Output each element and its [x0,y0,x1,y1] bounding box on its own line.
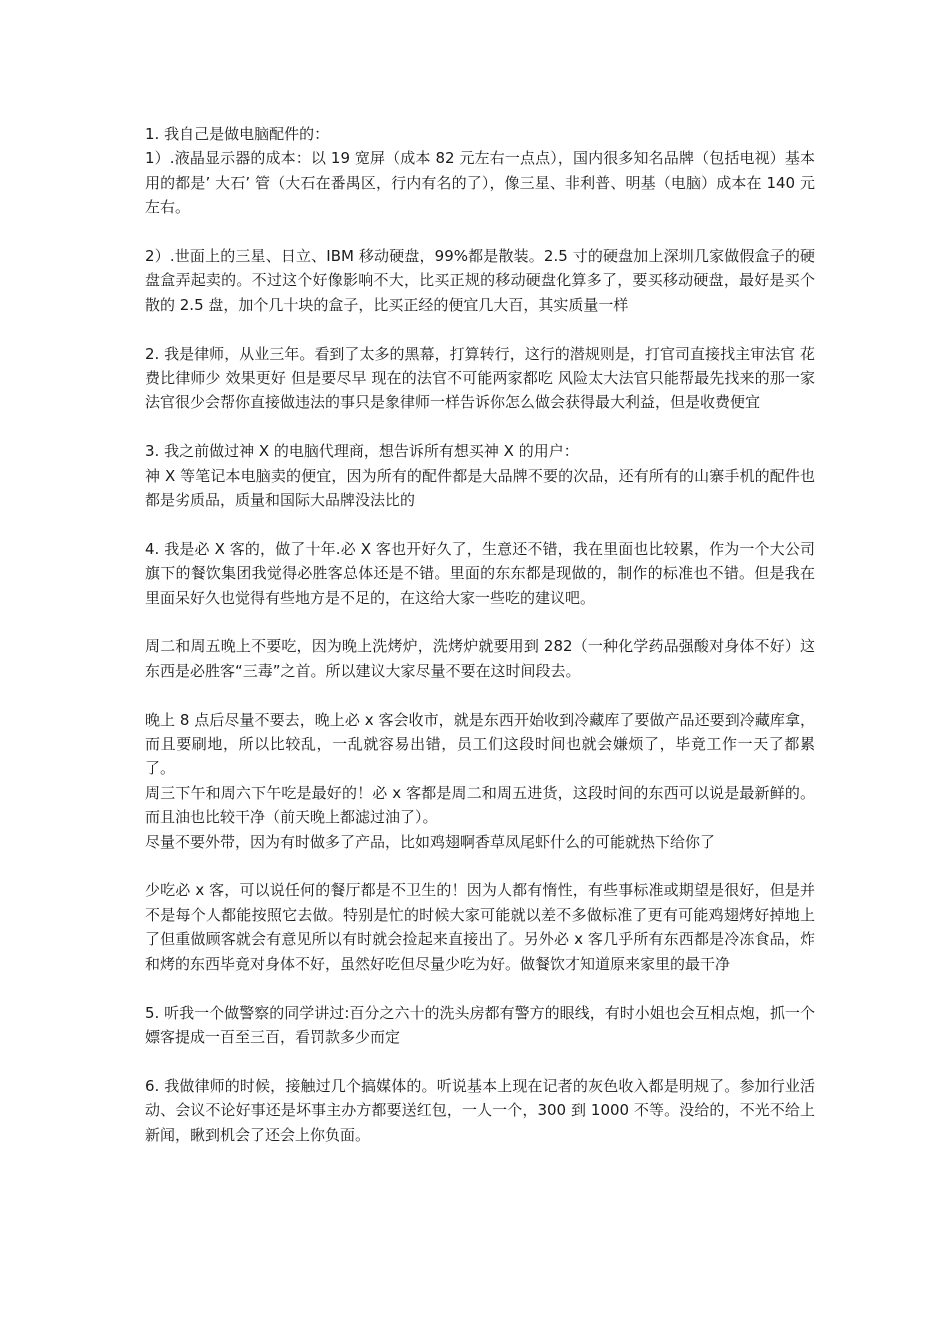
paragraph-1-item-2: 2）.世面上的三星、日立、IBM 移动硬盘，99%都是散装。2.5 寸的硬盘加上深圳几家做假盒子的硬盘盒弄起卖的。不过这个好像影响不大，比买正规的移动硬盘化算多了，要买移动硬盘，最好是买个散的 2.5 盘，加个几十块的盒子，比买正经的便宜几大百，其实质量一样 [145,247,815,314]
paragraph-4-tip-5: 少吃必 x 客，可以说任何的餐厅都是不卫生的！因为人都有惰性，有些事标准或期望是很好，但是并不是每个人都能按照它去做。特别是忙的时候大家可能就以差不多做标准了更有可能鸡翅烤好掉地上了但重做顾客就会有意见所以有时就会捡起来直接出了。另外必 x 客几乎所有东西都是冷冻食品，炸和烤的东西毕竟对身体不好，虽然好吃但尽量少吃为好。做餐饮才知道原来家里的最干净 [145,881,815,973]
paragraph-4-intro: 4. 我是必 X 客的，做了十年.必 X 客也开好久了，生意还不错，我在里面也比较累，作为一个大公司旗下的餐饮集团我觉得必胜客总体还是不错。里面的东东都是现做的，制作的标准也不错。但是我在里面呆好久也觉得有些地方是不足的，在这给大家一些吃的建议吧。 [145,539,815,607]
paragraph-gap [145,610,815,634]
paragraph-3-body: 神 X 等笔记本电脑卖的便宜，因为所有的配件都是大品牌不要的次品，还有所有的山寨手机的配件也都是劣质品，质量和国际大品牌没法比的 [145,466,815,510]
paragraph-1-item-1: 1）.液晶显示器的成本：以 19 宽屏（成本 82 元左右一点点），国内很多知名品牌（包括电视）基本用的都是’ 大石’ 管（大石在番禺区，行内有名的了），像三星、非利普、明基（电脑）成本在 140 元左右。 [145,149,815,217]
paragraph-5: 5. 听我一个做警察的同学讲过:百分之六十的洗头房都有警方的眼线，有时小姐也会互相点炮，抓一个嫖客提成一百至三百，看罚款多少而定 [145,1003,815,1046]
paragraph-6: 6. 我做律师的时候，接触过几个搞媒体的。听说基本上现在记者的灰色收入都是明规了。参加行业活动、会议不论好事还是坏事主办方都要送红包，一人一个，300 到 1000 不等。没给的，不光不给上新闻，瞅到机会了还会上你负面。 [145,1076,815,1144]
document-body [145,122,815,1147]
paragraph-gap [145,415,815,439]
paragraph-4-tip-4: 尽量不要外带，因为有时做多了产品，比如鸡翅啊香草凤尾虾什么的可能就热下给你了 [145,832,716,851]
paragraph-2: 2. 我是律师，从业三年。看到了太多的黑幕，打算转行，这行的潜规则是，打官司直接找主审法官 花费比律师少 效果更好 但是要尽早 现在的法官不可能两家都吃 风险太大法官只能帮最先找来的那一家 法官很少会帮你直接做违法的事只是象律师一样告诉你怎么做会获得最大利益，但是收费便宜 [145,344,815,412]
paragraph-gap [145,220,815,244]
paragraph-3-heading: 3. 我之前做过神 X 的电脑代理商，想告诉所有想买神 X 的用户： [145,442,579,461]
paragraph-4-tip-2: 晚上 8 点后尽量不要去，晚上必 x 客会收市，就是东西开始收到冷藏库了要做产品还要到冷藏库拿，而且要刷地，所以比较乱，一乱就容易出错，员工们这段时间也就会嫌烦了，毕竟工作一天了都累了。 [145,710,815,778]
paragraph-gap [145,317,815,341]
paragraph-gap [145,976,815,1000]
paragraph-gap [145,512,815,536]
paragraph-gap [145,683,815,707]
paragraph-1-heading: 1. 我自己是做电脑配件的： [145,125,330,143]
paragraph-gap [145,1049,815,1073]
paragraph-4-tip-1: 周二和周五晚上不要吃，因为晚上洗烤炉，洗烤炉就要用到 282（一种化学药品强酸对身体不好）这东西是必胜客“三毒”之首。所以建议大家尽量不要在这时间段去。 [145,637,815,680]
paragraph-gap [145,854,815,878]
paragraph-4-tip-3: 周三下午和周六下午吃是最好的！必 x 客都是周二和周五进货，这段时间的东西可以说是最新鲜的。而且油也比较干净（前天晚上都滤过油了）。 [145,783,815,827]
